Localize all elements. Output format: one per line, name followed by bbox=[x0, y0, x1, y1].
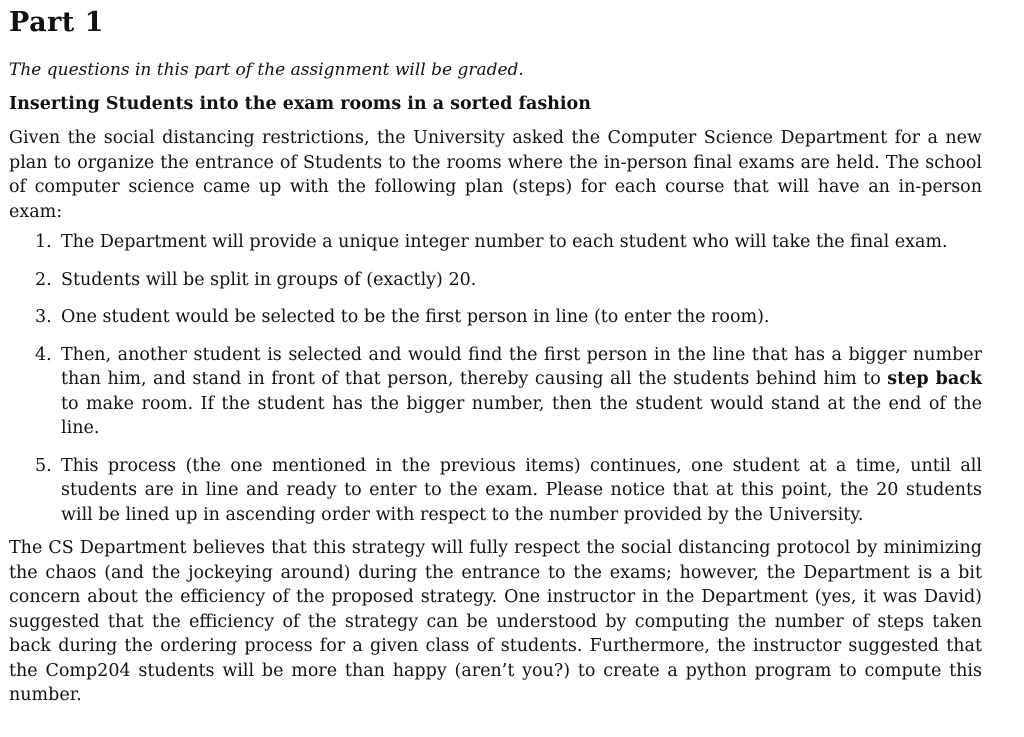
grading-note: The questions in this part of the assignment will be graded. bbox=[9, 60, 524, 80]
list-item-step-2 bbox=[9, 268, 982, 293]
step-text: One student would be selected to be the first person in line (to enter the room). bbox=[61, 307, 770, 327]
step-text: The Department will provide a unique integer number to each student who will take the final exam. bbox=[61, 232, 948, 252]
step-number: 3. bbox=[35, 307, 52, 327]
step-number: 1. bbox=[35, 232, 52, 252]
step-text-before: Then, another student is selected and would find the first person in the line that has a bigger number than him, and stand in front of that person, thereby causing all the students behind him to bbox=[61, 344, 982, 389]
steps-list bbox=[9, 230, 982, 527]
step-text: Students will be split in groups of (exactly) 20. bbox=[61, 269, 477, 290]
section-heading: Inserting Students into the exam rooms in a sorted fashion bbox=[9, 94, 591, 114]
list-item-step-5 bbox=[9, 454, 982, 528]
outro-paragraph: The CS Department believes that this strategy will fully respect the social distancing protocol by minimizing the chaos (and the jockeying around) during the entrance to the exams; however, the Department is a bit concern about the efficiency of the proposed strategy. One instructor in the Department (yes, it was David) suggested that the efficiency of the strategy can be understood by computing the number of steps taken back during the ordering process for a given class of students. Furthermore, the instructor suggested that the Comp204 students will be more than happy (aren’t you?) to create a python program to compute this number. bbox=[9, 538, 982, 705]
page-title: Part 1 bbox=[9, 7, 104, 38]
step-number: 2. bbox=[35, 269, 52, 290]
list-item-step-3 bbox=[9, 305, 982, 330]
step-text-after: to make room. If the student has the bigger number, then the student would stand at the end of the line. bbox=[61, 393, 982, 438]
step-number: 5. bbox=[35, 455, 52, 476]
step-back-emphasis: step back bbox=[887, 369, 982, 389]
step-number: 4. bbox=[35, 344, 52, 365]
intro-paragraph: Given the social distancing restrictions, the University asked the Computer Science Department for a new plan to organize the entrance of Students to the rooms where the in-person final exams are held. The school of computer science came up with the following plan (steps) for each course that will have an in-person exam: bbox=[9, 128, 982, 222]
list-item-step-4 bbox=[9, 343, 982, 441]
step-text: This process (the one mentioned in the previous items) continues, one student at a time, until all students are in line and ready to enter to the exam. Please notice that at this point, the 20 students will be lined up in ascending order with respect to the number provided by the University. bbox=[61, 455, 982, 525]
list-item-step-1 bbox=[9, 230, 982, 255]
